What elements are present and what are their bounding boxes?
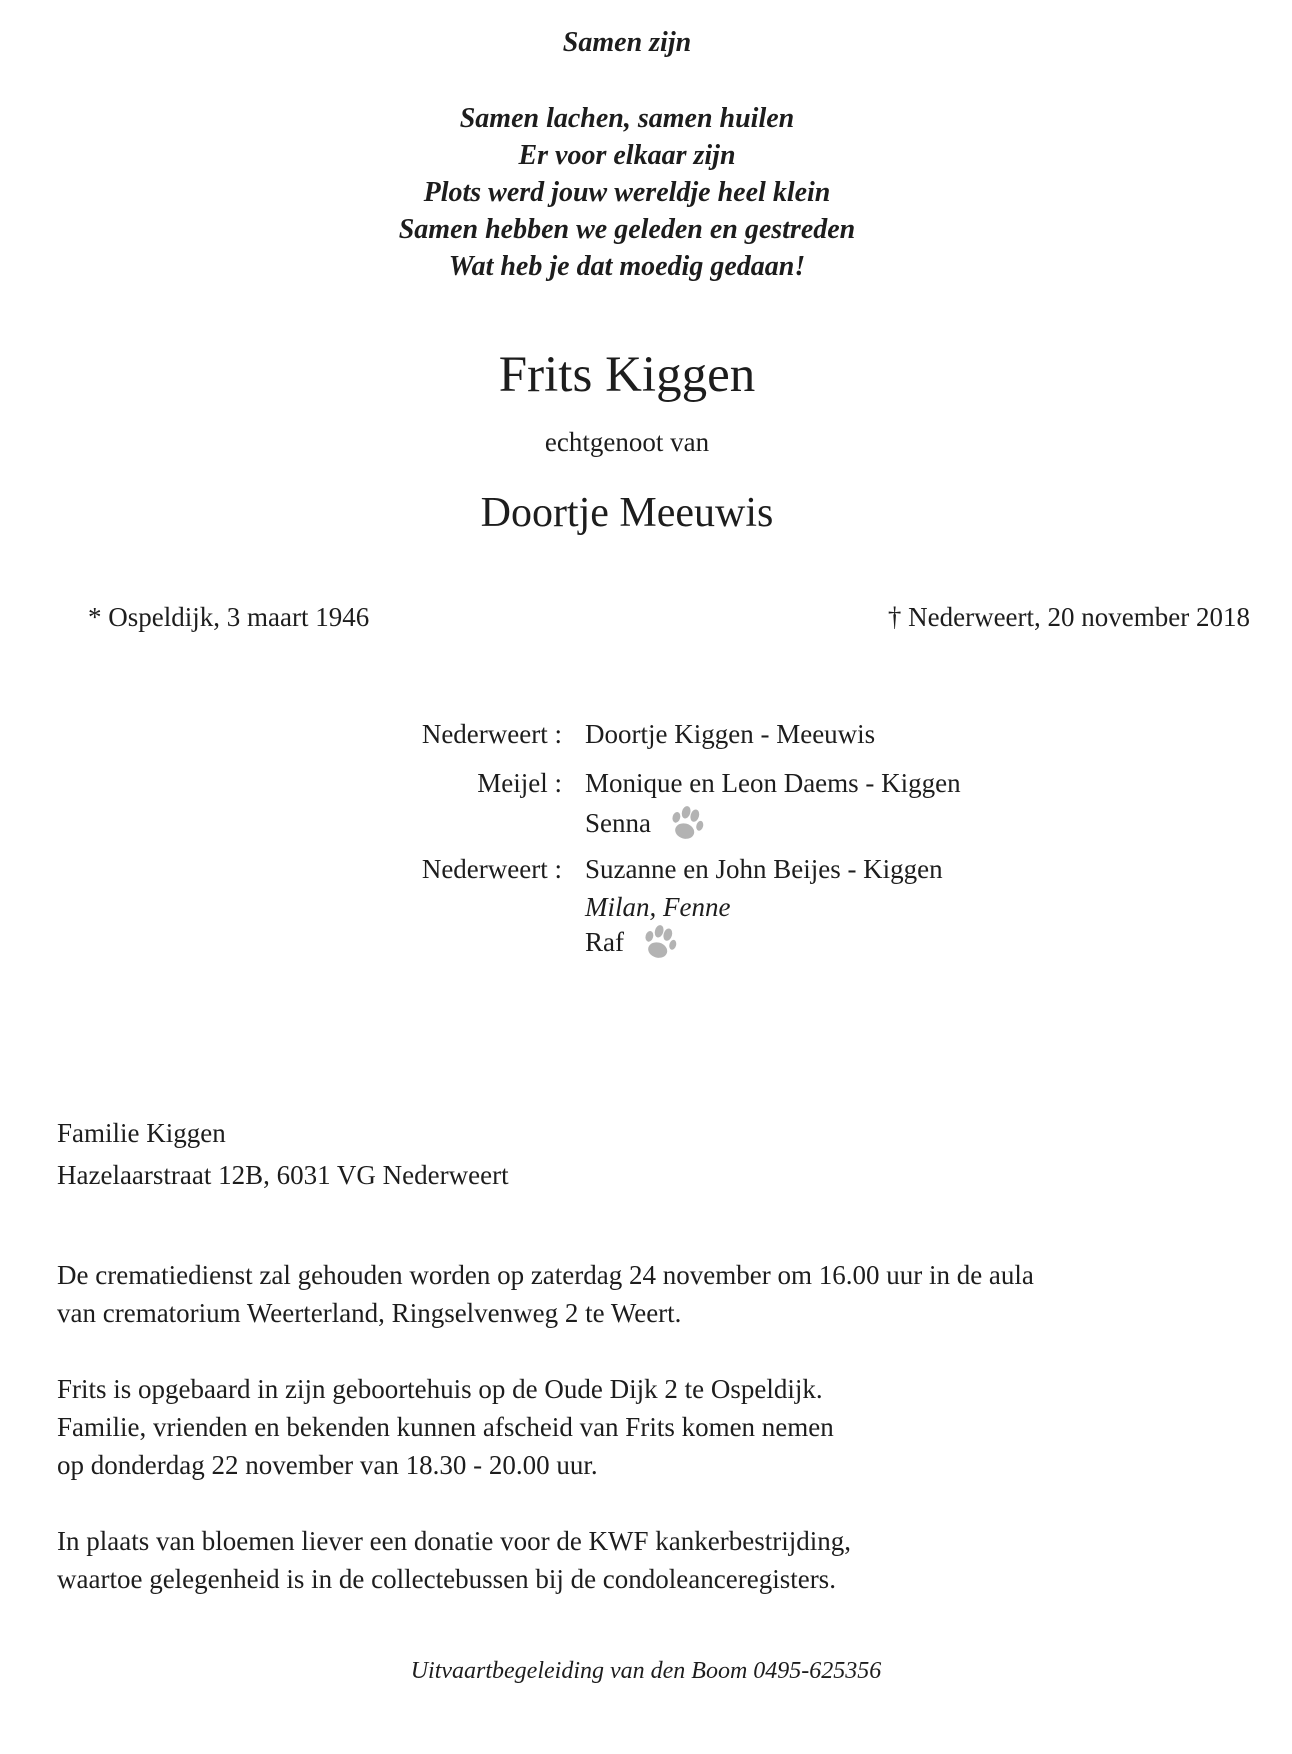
paragraph-line: op donderdag 22 november van 18.30 - 20.00 uur.	[57, 1450, 598, 1480]
epigraph-title: Samen zijn	[562, 27, 692, 58]
family-member: Milan, Fenne	[585, 892, 731, 922]
deceased-name: Frits Kiggen	[498, 347, 756, 403]
epigraph-poem	[0, 100, 1254, 285]
paragraph-line: Familie, vrienden en bekenden kunnen afscheid van Frits komen nemen	[57, 1412, 834, 1442]
family-row	[0, 890, 730, 924]
family-member: Raf	[585, 927, 624, 957]
family-place: Nederweert :	[421, 719, 562, 749]
poem-line: Plots werd jouw wereldje heel klein	[423, 177, 831, 208]
sender-address	[57, 1112, 509, 1196]
paragraph-line: De crematiedienst zal gehouden worden op zaterdag 24 november om 16.00 uur in de aula	[57, 1260, 1034, 1290]
poem-line: Wat heb je dat moedig gedaan!	[448, 251, 806, 282]
sender-street: Hazelaarstraat 12B, 6031 VG Nederweert	[57, 1160, 509, 1190]
paragraph-line: waartoe gelegenheid is in de collectebussen bij de condoleanceregisters.	[57, 1564, 836, 1594]
relation-text: echtgenoot van	[544, 427, 710, 457]
funeral-director-credit: Uitvaartbegeleiding van den Boom 0495-625356	[410, 1658, 882, 1684]
family-member: Senna	[585, 808, 651, 838]
poem-line: Samen hebben we geleden en gestreden	[398, 214, 856, 245]
paragraph-line: In plaats van bloemen liever een donatie voor de KWF kankerbestrijding,	[57, 1526, 851, 1556]
donation-paragraph	[57, 1522, 851, 1598]
poem-line: Samen lachen, samen huilen	[459, 103, 795, 134]
family-member: Monique en Leon Daems - Kiggen	[585, 768, 961, 798]
paw-print-icon	[665, 802, 709, 844]
sender-name: Familie Kiggen	[57, 1118, 226, 1148]
family-row	[0, 802, 709, 844]
family-row	[0, 852, 943, 886]
family-row	[0, 921, 682, 963]
cremation-service-paragraph	[57, 1256, 1034, 1332]
family-row	[0, 717, 875, 751]
poem-line: Er voor elkaar zijn	[518, 140, 736, 171]
paragraph-line: van crematorium Weerterland, Ringselvenweg 2 te Weert.	[57, 1298, 682, 1328]
paw-print-icon	[638, 921, 682, 963]
family-place: Meijel :	[477, 768, 562, 798]
family-row	[0, 766, 961, 800]
family-member: Suzanne en John Beijes - Kiggen	[585, 854, 943, 884]
paragraph-line: Frits is opgebaard in zijn geboortehuis op de Oude Dijk 2 te Ospeldijk.	[57, 1374, 823, 1404]
spouse-name: Doortje Meeuwis	[480, 490, 774, 536]
family-member: Doortje Kiggen - Meeuwis	[585, 719, 876, 749]
birth-date: * Ospeldijk, 3 maart 1946	[88, 602, 370, 632]
family-place: Nederweert :	[421, 854, 562, 884]
viewing-paragraph	[57, 1370, 834, 1484]
death-date: † Nederweert, 20 november 2018	[887, 602, 1250, 632]
